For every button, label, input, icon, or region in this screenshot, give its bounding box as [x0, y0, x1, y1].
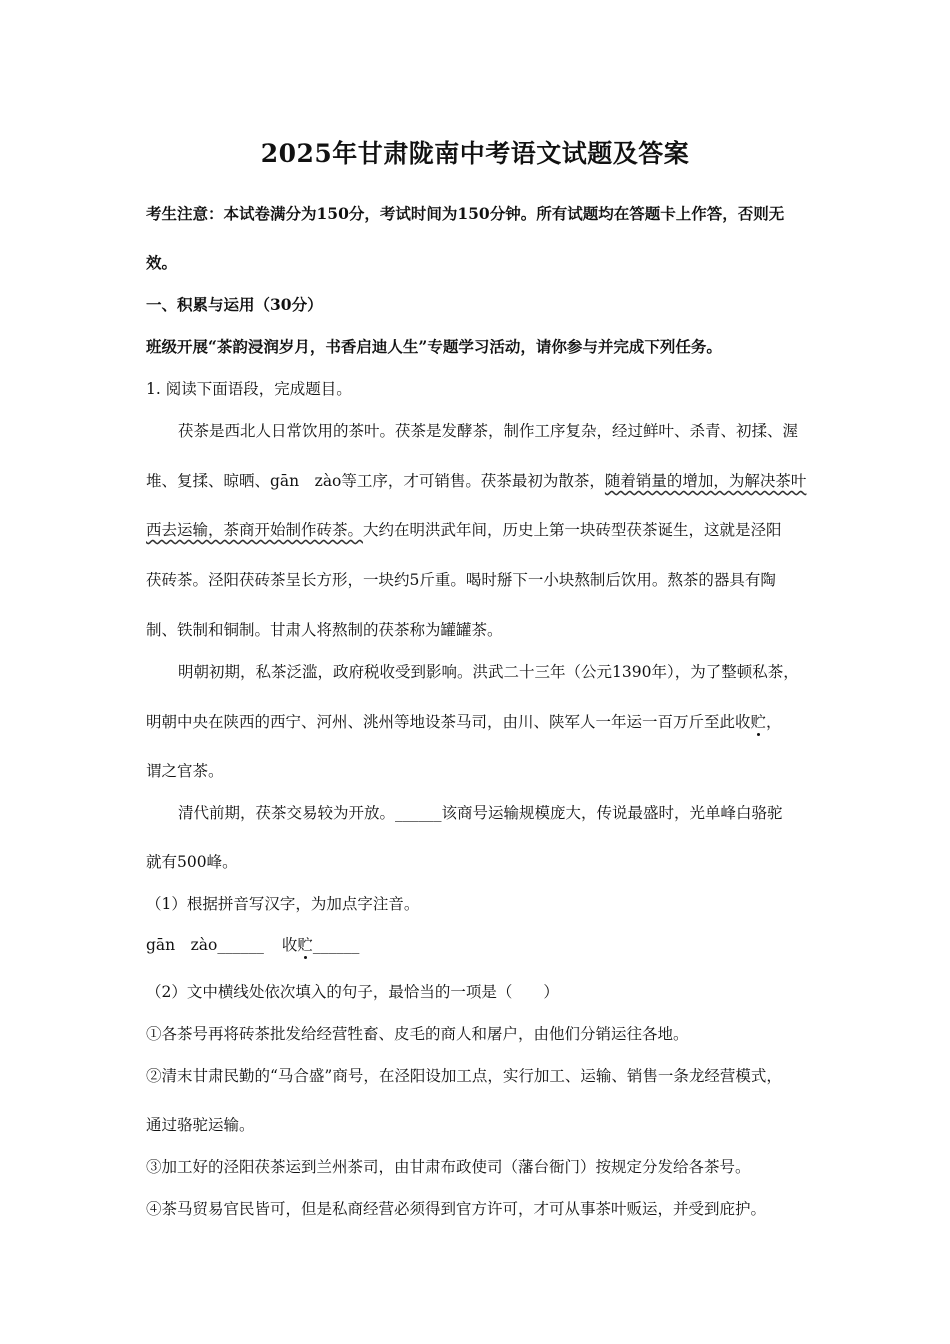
dotted-character: 贮 [297, 936, 313, 954]
sub-question-2: （2）文中横线处依次填入的句子，最恰当的一项是（ ） [146, 983, 559, 1001]
pinyin-prompt: gān zào [146, 936, 218, 954]
answer-blank: ______ [312, 936, 360, 954]
passage-text: ， [766, 713, 782, 731]
sub-question-1-answer-line [146, 934, 816, 956]
sub-question-1: （1）根据拼音写汉字，为加点字注音。 [146, 895, 420, 913]
answer-blank: ______ [395, 804, 442, 822]
exam-notice-line-1: 考生注意：本试卷满分为150分，考试时间为150分钟。所有试题均在答题卡上作答，否则无 [146, 204, 785, 223]
passage-paragraph-1-line-4: 茯砖茶。泾阳茯砖茶呈长方形，一块约5斤重。喝时掰下一小块熬制后饮用。熬茶的器具有陶 [146, 571, 776, 589]
passage-text: 大约在明洪武年间，历史上第一块砖型茯茶诞生，这就是泾阳 [363, 521, 782, 539]
dotted-character: 贮 [750, 713, 767, 731]
passage-text: 堆、复揉、晾晒、gān zào等工序，才可销售。茯茶最初为散茶， [146, 472, 605, 490]
option-2-line-1: ②清末甘肃民勤的“马合盛”商号，在泾阳设加工点，实行加工、运输、销售一条龙经营模式， [146, 1067, 782, 1085]
option-1: ①各茶号再将砖茶批发给经营牲畜、皮毛的商人和屠户，由他们分销运往各地。 [146, 1025, 689, 1043]
activity-instruction: 班级开展“茶韵浸润岁月，书香启迪人生”专题学习活动，请你参与并完成下列任务。 [146, 337, 722, 356]
option-4: ④茶马贸易官民皆可，但是私商经营必须得到官方许可，才可从事茶叶贩运，并受到庇护。 [146, 1200, 767, 1218]
passage-text: 该商号运输规模庞大，传说最盛时，光单峰白骆驼 [441, 804, 783, 822]
section-heading: 一、积累与运用（30分） [146, 295, 323, 314]
passage-paragraph-2-line-1: 明朝初期，私茶泛滥，政府税收受到影响。洪武二十三年（公元1390年），为了整顿私茶， [178, 663, 799, 681]
passage-paragraph-1-line-5: 制、铁制和铜制。甘肃人将熬制的茯茶称为罐罐茶。 [146, 621, 503, 639]
page-title: 2025年甘肃陇南中考语文试题及答案 [260, 139, 690, 168]
passage-paragraph-1-line-1: 茯茶是西北人日常饮用的茶叶。茯茶是发酵茶，制作工序复杂，经过鲜叶、杀青、初揉、渥 [178, 422, 799, 440]
passage-paragraph-2-line-2 [146, 711, 816, 733]
passage-text: 明朝中央在陕西的西宁、河州、洮州等地设茶马司，由川、陕军人一年运一百万斤至此收 [146, 713, 751, 731]
exam-notice-line-2: 效。 [146, 253, 178, 272]
passage-paragraph-3-line-2: 就有500峰。 [146, 853, 238, 871]
passage-paragraph-1-line-2 [146, 470, 816, 492]
underlined-sentence-part-1: 随着销量的增加，为解决茶叶 [604, 472, 807, 490]
passage-paragraph-1-line-3 [146, 519, 816, 541]
passage-paragraph-3-line-1 [178, 802, 818, 824]
answer-blank: ______ [217, 936, 264, 954]
passage-paragraph-2-line-3: 谓之官茶。 [146, 762, 224, 780]
word-prompt: 收 [281, 936, 298, 954]
passage-text: 清代前期，茯茶交易较为开放。 [178, 804, 396, 822]
question-1-prompt: 1. 阅读下面语段，完成题目。 [146, 380, 352, 398]
option-3: ③加工好的泾阳茯茶运到兰州茶司，由甘肃布政使司（藩台衙门）按规定分发给各茶号。 [146, 1158, 751, 1176]
underlined-sentence-part-2: 西去运输，茶商开始制作砖茶。 [146, 521, 364, 539]
option-2-line-2: 通过骆驼运输。 [146, 1116, 255, 1134]
